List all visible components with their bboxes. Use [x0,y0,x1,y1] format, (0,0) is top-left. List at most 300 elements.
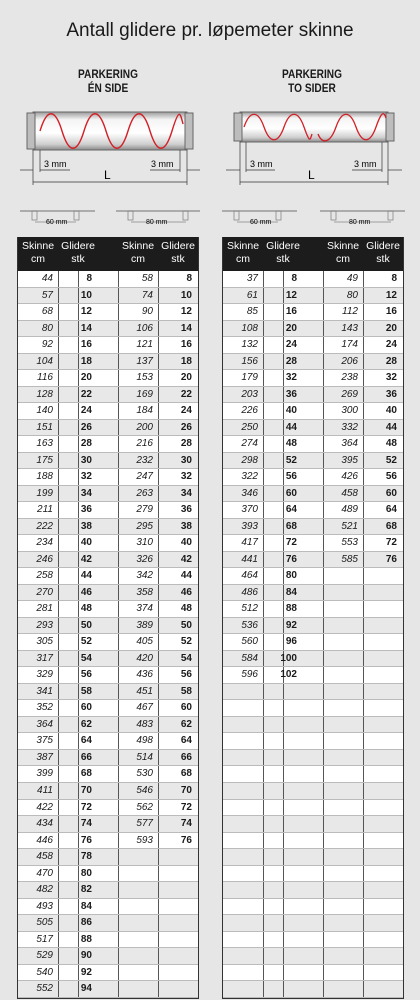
table-row [18,403,198,420]
glidere-cell: 14 [80,322,92,334]
table-row [18,915,198,932]
glidere-cell: 44 [285,421,297,433]
glidere-cell: 52 [285,454,297,466]
skinne-cell: 489 [341,504,358,516]
glidere-cell: 24 [180,405,192,417]
skinne-cell: 68 [41,306,53,318]
glidere-cell: 44 [180,570,192,582]
skinne-cell: 293 [36,619,53,631]
table-row [18,700,198,717]
table-row [18,502,198,519]
skinne-cell: 399 [36,768,53,780]
glidere-cell: 96 [285,636,297,648]
glidere-cell: 50 [80,619,92,631]
table-row [223,436,403,453]
glidere-cell: 30 [180,454,192,466]
spacing-60-label: 60 mm [46,219,68,226]
glidere-cell: 52 [80,636,92,648]
skinne-cell: 422 [36,801,53,813]
glidere-cell: 12 [80,306,92,318]
skinne-cell: 310 [136,537,153,549]
skinne-cell: 560 [241,636,258,648]
glidere-cell: 48 [180,603,192,615]
glidere-cell: 56 [180,669,192,681]
skinne-cell: 536 [241,619,258,631]
one-side-header-cell: Glidere stk [61,240,95,265]
table-row [223,684,403,701]
glidere-cell: 44 [385,421,397,433]
glidere-cell: 42 [80,553,92,565]
skinne-cell: 467 [136,702,153,714]
skinne-cell: 364 [341,438,358,450]
glidere-cell: 80 [285,570,297,582]
table-row [223,568,403,585]
two-sides-label-line2: TO SIDER [288,83,336,95]
glidere-cell: 52 [385,454,397,466]
glidere-cell: 84 [80,900,92,912]
skinne-cell: 295 [136,520,153,532]
glidere-cell: 58 [80,685,92,697]
page-title: Antall glidere pr. løpemeter skinne [66,20,354,41]
glidere-cell: 40 [80,537,92,549]
glidere-cell: 70 [180,784,192,796]
skinne-cell: 116 [37,372,53,384]
skinne-cell: 317 [36,652,53,664]
table-row [223,519,403,536]
glidere-cell: 14 [180,322,192,334]
table-row [18,552,198,569]
table-row [223,717,403,734]
table-row [223,981,403,998]
two-sides-label [242,68,383,96]
table-row [223,403,403,420]
glidere-cell: 92 [285,619,297,631]
skinne-cell: 90 [141,306,153,318]
table-row [18,717,198,734]
skinne-cell: 577 [136,818,153,830]
skinne-cell: 140 [36,405,53,417]
glidere-cell: 32 [180,471,192,483]
glidere-cell: 72 [285,537,297,549]
glidere-cell: 74 [80,818,92,830]
glidere-cell: 32 [80,471,92,483]
table-row [18,321,198,338]
table-row [223,502,403,519]
skinne-cell: 370 [241,504,258,516]
table-one-side [17,237,199,999]
table-row [223,552,403,569]
skinne-cell: 389 [136,619,153,631]
table-row [223,370,403,387]
skinne-cell: 417 [241,537,258,549]
glidere-cell: 76 [180,834,192,846]
glidere-cell: 66 [180,751,192,763]
one-side-label-line2: ÉN SIDE [87,83,129,95]
skinne-cell: 247 [136,471,153,483]
table-row [223,866,403,883]
skinne-cell: 420 [136,652,153,664]
skinne-cell: 505 [36,917,53,929]
skinne-cell: 585 [341,553,358,565]
skinne-cell: 405 [136,636,153,648]
table-row [223,601,403,618]
glidere-cell: 12 [285,289,297,301]
table-row [223,321,403,338]
skinne-cell: 169 [136,388,153,400]
skinne-cell: 203 [241,388,258,400]
table-row [223,304,403,321]
two-sides-header-cell: Glidere stk [266,240,300,265]
glidere-cell: 88 [80,933,92,945]
one-side-header-cell: Skinne cm [21,240,55,265]
table-row [223,453,403,470]
skinne-cell: 258 [36,570,53,582]
skinne-cell: 106 [136,322,153,334]
glidere-cell: 16 [80,339,92,351]
table-row [223,618,403,635]
table-row [18,816,198,833]
table-row [223,833,403,850]
glidere-cell: 76 [80,834,92,846]
table-row [18,469,198,486]
glidere-cell: 68 [180,768,192,780]
glidere-cell: 92 [80,966,92,978]
table-row [18,800,198,817]
table-row [223,800,403,817]
glidere-cell: 10 [180,289,192,301]
table-row [18,833,198,850]
table-row [223,783,403,800]
table-row [18,634,198,651]
glidere-cell: 50 [180,619,192,631]
table-row [223,337,403,354]
glidere-cell: 46 [180,586,192,598]
table-row [18,288,198,305]
skinne-cell: 80 [41,322,53,334]
skinne-cell: 436 [136,669,153,681]
skinne-cell: 529 [36,950,53,962]
table-row [18,932,198,949]
skinne-cell: 352 [36,702,53,714]
glidere-cell: 8 [291,273,297,284]
table-row [18,733,198,750]
skinne-cell: 188 [36,471,53,483]
glidere-cell: 90 [80,950,92,962]
glidere-cell: 60 [180,702,192,714]
skinne-cell: 153 [136,372,153,384]
table-row [18,519,198,536]
skinne-cell: 246 [36,553,53,565]
table-row [223,965,403,982]
skinne-cell: 263 [136,487,153,499]
table-row [223,486,403,503]
glidere-cell: 30 [80,454,92,466]
glidere-cell: 78 [80,851,92,863]
glidere-cell: 68 [285,520,297,532]
glidere-cell: 22 [80,388,92,400]
glidere-cell: 38 [180,520,192,532]
skinne-cell: 108 [241,322,258,334]
one-side-length-label: L [104,168,111,182]
glidere-cell: 16 [180,339,192,351]
glidere-cell: 48 [285,438,297,450]
glidere-cell: 26 [180,421,192,433]
table-row [223,634,403,651]
glidere-cell: 94 [80,983,92,995]
glidere-cell: 86 [80,917,92,929]
table-row [18,370,198,387]
two-sides-dim-left: 3 mm [250,159,273,169]
table-row [18,387,198,404]
skinne-cell: 553 [341,537,358,549]
one-side-label-line1: PARKERING [78,69,138,81]
glidere-cell: 12 [385,289,397,301]
two-sides-dim-right: 3 mm [354,159,377,169]
glidere-cell: 28 [285,355,297,367]
glidere-cell: 74 [180,818,192,830]
skinne-cell: 322 [241,471,258,483]
glidere-cell: 76 [385,553,397,565]
two-sides-header-cell: Skinne cm [326,240,360,265]
glidere-cell: 8 [391,273,397,284]
glidere-cell: 102 [280,669,297,681]
skinne-cell: 458 [36,851,53,863]
table-row [223,354,403,371]
table-row [223,420,403,437]
skinne-cell: 85 [246,306,258,318]
skinne-cell: 74 [141,289,153,301]
skinne-cell: 342 [136,570,153,582]
glidere-cell: 40 [180,537,192,549]
skinne-cell: 458 [341,487,358,499]
spacing-80-label: 80 mm [146,219,168,226]
skinne-cell: 562 [136,801,153,813]
table-row [223,535,403,552]
skinne-cell: 434 [36,818,53,830]
glidere-cell: 28 [180,438,192,450]
table-row [18,486,198,503]
glidere-cell: 24 [80,405,92,417]
skinne-cell: 44 [41,273,53,284]
glidere-cell: 64 [285,504,297,516]
glidere-cell: 100 [280,652,297,664]
table-row [223,651,403,668]
two-sides-rail [234,112,394,142]
glidere-cell: 66 [80,751,92,763]
skinne-cell: 530 [136,768,153,780]
skinne-cell: 596 [241,669,258,681]
glidere-cell: 34 [180,487,192,499]
skinne-cell: 163 [36,438,53,450]
skinne-cell: 546 [136,784,153,796]
skinne-cell: 446 [36,834,53,846]
spacing-diagram-one-side-60 [20,211,95,226]
skinne-cell: 211 [37,504,53,516]
skinne-cell: 521 [341,520,358,532]
table-row [223,733,403,750]
skinne-cell: 80 [346,289,358,301]
glidere-cell: 60 [80,702,92,714]
glidere-cell: 16 [285,306,297,318]
glidere-cell: 56 [80,669,92,681]
table-row [18,535,198,552]
skinne-cell: 121 [136,339,153,351]
glidere-cell: 20 [180,372,192,384]
skinne-cell: 387 [36,751,53,763]
glidere-cell: 82 [80,884,92,896]
two-sides-label-line1: PARKERING [282,69,342,81]
glidere-cell: 12 [180,306,192,318]
table-row [18,783,198,800]
glidere-cell: 34 [80,487,92,499]
glidere-cell: 80 [80,867,92,879]
skinne-cell: 174 [341,339,358,351]
glidere-cell: 62 [180,718,192,730]
skinne-cell: 216 [136,438,153,450]
table-row [18,453,198,470]
skinne-cell: 199 [36,487,53,499]
skinne-cell: 222 [36,520,53,532]
skinne-cell: 498 [136,735,153,747]
table-row [223,882,403,899]
table-row [18,618,198,635]
glidere-cell: 22 [180,388,192,400]
skinne-cell: 451 [136,685,153,697]
glidere-cell: 88 [285,603,297,615]
one-side-label [38,68,179,96]
skinne-cell: 374 [136,603,153,615]
table-row [18,899,198,916]
glidere-cell: 60 [385,487,397,499]
glidere-cell: 72 [385,537,397,549]
one-side-header-cell: Glidere stk [161,240,195,265]
table-row [18,601,198,618]
skinne-cell: 206 [341,355,358,367]
table-row [18,585,198,602]
skinne-cell: 104 [36,355,53,367]
skinne-cell: 329 [36,669,53,681]
glidere-cell: 36 [180,504,192,516]
table-row [223,932,403,949]
table-row [223,899,403,916]
skinne-cell: 175 [36,454,53,466]
skinne-cell: 184 [136,405,153,417]
glidere-cell: 28 [385,355,397,367]
skinne-cell: 593 [136,834,153,846]
glidere-cell: 72 [80,801,92,813]
glidere-cell: 18 [180,355,192,367]
glidere-cell: 8 [186,273,192,284]
glidere-cell: 48 [80,603,92,615]
skinne-cell: 493 [36,900,53,912]
skinne-cell: 584 [241,652,258,664]
skinne-cell: 61 [246,289,258,301]
skinne-cell: 151 [36,421,53,433]
glidere-cell: 76 [285,553,297,565]
skinne-cell: 128 [36,388,53,400]
glidere-cell: 62 [80,718,92,730]
table-row [18,420,198,437]
table-row [18,354,198,371]
glidere-cell: 52 [180,636,192,648]
glidere-cell: 32 [385,372,397,384]
one-side-dim-left: 3 mm [44,159,67,169]
glidere-cell: 56 [285,471,297,483]
skinne-cell: 298 [241,454,258,466]
glidere-cell: 56 [385,471,397,483]
table-row [223,915,403,932]
skinne-cell: 58 [141,273,153,284]
skinne-cell: 441 [241,553,258,565]
spacing-diagram-one-side-80 [116,211,200,226]
glidere-cell: 70 [80,784,92,796]
skinne-cell: 57 [41,289,53,301]
glidere-cell: 16 [385,306,397,318]
skinne-cell: 332 [341,421,358,433]
table-row [223,667,403,684]
spacing-diagram-two-sides-80 [320,211,405,226]
glidere-cell: 48 [385,438,397,450]
glidere-cell: 26 [80,421,92,433]
table-row [223,766,403,783]
glidere-cell: 68 [385,520,397,532]
skinne-cell: 375 [36,735,53,747]
two-sides-length-label: L [308,168,315,182]
glidere-cell: 64 [385,504,397,516]
skinne-cell: 300 [341,405,358,417]
skinne-cell: 358 [136,586,153,598]
table-row [18,965,198,982]
skinne-cell: 341 [36,685,53,697]
skinne-cell: 395 [341,454,358,466]
table-row [18,667,198,684]
glidere-cell: 8 [86,273,92,284]
skinne-cell: 226 [241,405,258,417]
table-row [223,469,403,486]
table-row [223,816,403,833]
glidere-cell: 36 [285,388,297,400]
one-side-header [18,237,198,271]
glidere-cell: 20 [80,372,92,384]
skinne-cell: 232 [136,454,153,466]
one-side-dim-right: 3 mm [151,159,174,169]
skinne-cell: 486 [241,586,258,598]
table-row [223,387,403,404]
two-sides-header-cell: Skinne cm [226,240,260,265]
skinne-cell: 512 [241,603,258,615]
skinne-cell: 393 [241,520,258,532]
table-row [223,948,403,965]
spacing-60-label-2: 60 mm [250,219,272,226]
table-row [18,436,198,453]
glidere-cell: 18 [80,355,92,367]
skinne-cell: 238 [341,372,358,384]
table-row [18,337,198,354]
glidere-cell: 40 [285,405,297,417]
glidere-cell: 42 [180,553,192,565]
rail-diagrams [0,105,420,235]
glidere-cell: 36 [80,504,92,516]
skinne-cell: 234 [36,537,53,549]
glidere-cell: 84 [285,586,297,598]
skinne-cell: 281 [36,603,53,615]
spacing-80-label-2: 80 mm [349,219,371,226]
skinne-cell: 346 [241,487,258,499]
two-sides-header-cell: Glidere stk [366,240,400,265]
glidere-cell: 58 [180,685,192,697]
glidere-cell: 28 [80,438,92,450]
glidere-cell: 20 [285,322,297,334]
